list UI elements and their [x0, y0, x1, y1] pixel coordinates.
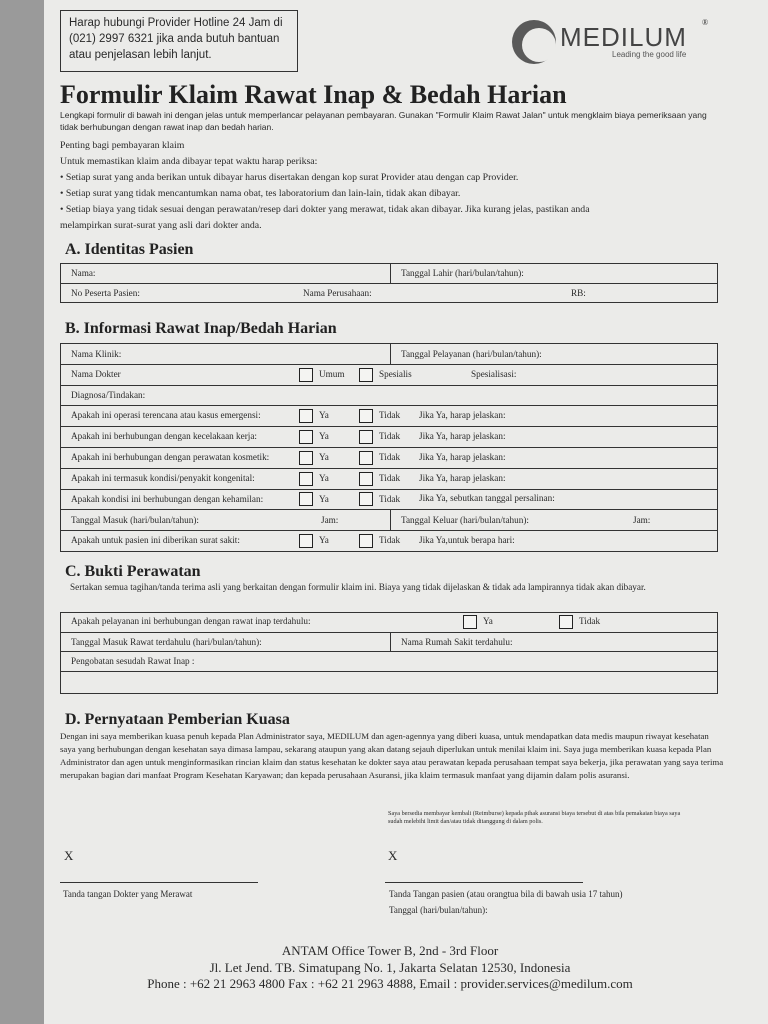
question-label: Apakah untuk pasien ini diberikan surat sakit: — [71, 535, 240, 546]
tidak-checkbox[interactable] — [559, 615, 573, 629]
hotline-line: atau penjelasan lebih lanjut. — [69, 49, 212, 61]
logo-arc — [522, 28, 556, 62]
question-row — [61, 427, 718, 448]
patient-signature-label: Tanda Tangan pasien (atau orangtua bila di bawah usia 17 tahun) — [389, 889, 623, 899]
tidak-checkbox[interactable] — [359, 451, 373, 465]
umum-checkbox[interactable] — [299, 368, 313, 382]
label-tidak: Tidak — [379, 535, 401, 546]
label-nama-dokter: Nama Dokter — [71, 368, 121, 379]
ya-checkbox[interactable] — [299, 472, 313, 486]
logo-name: MEDILUM — [560, 22, 687, 52]
ya-checkbox[interactable] — [299, 492, 313, 506]
doctor-signature-label: Tanda tangan Dokter yang Merawat — [63, 889, 193, 899]
footer-address-1: ANTAM Office Tower B, 2nd - 3rd Floor — [281, 943, 499, 958]
tidak-checkbox[interactable] — [359, 430, 373, 444]
question-row — [61, 489, 718, 510]
label-tanggal-masuk-terdahulu: Tanggal Masuk Rawat terdahulu (hari/bulan/tahun): — [71, 636, 262, 647]
field-nama[interactable] — [61, 264, 391, 284]
question-label: Apakah ini termasuk kondisi/penyakit kongenital: — [71, 472, 255, 483]
section-a-table — [60, 263, 718, 303]
label-tidak: Tidak — [379, 410, 401, 421]
label-nama: Nama: — [71, 268, 96, 279]
payment-notes — [60, 138, 720, 234]
patient-signature-mark: X — [388, 848, 398, 863]
doctor-signature-mark: X — [64, 848, 74, 863]
field-nama-dokter[interactable] — [61, 364, 718, 385]
label-diagnosa: Diagnosa/Tindakan: — [71, 390, 146, 401]
section-c-title: C. Bukti Perawatan — [65, 563, 201, 580]
label-tanggal-lahir: Tanggal Lahir (hari/bulan/tahun): — [401, 268, 524, 279]
section-c-subtitle: Sertakan semua tagihan/tanda terima asli yang berkaitan dengan formulir klaim ini. Biaya yang tidak dijelaskan & tidak ada lampirannya tidak akan dibayar. — [70, 582, 646, 592]
question-row — [61, 468, 718, 489]
note-line: • Setiap surat yang tidak mencantumkan nama obat, tes laboratorium dan lain-lain, tidak akan dibayar. — [60, 188, 461, 199]
label-tanggal-pelayanan: Tanggal Pelayanan (hari/bulan/tahun): — [401, 348, 542, 359]
section-c-table — [60, 612, 718, 694]
followup-label: Jika Ya, harap jelaskan: — [419, 451, 506, 462]
logo-tagline: Leading the good life — [612, 50, 687, 59]
label-ya: Ya — [319, 535, 329, 546]
label-ya: Ya — [319, 472, 329, 483]
field-tanggal-keluar[interactable] — [391, 510, 718, 531]
tidak-checkbox[interactable] — [359, 534, 373, 548]
ya-checkbox[interactable] — [299, 451, 313, 465]
field-rumah-sakit-terdahulu[interactable] — [391, 632, 718, 652]
page-binding-edge — [0, 0, 44, 1024]
field-pengobatan[interactable] — [61, 652, 718, 672]
question-label: Apakah pelayanan ini berhubungan dengan rawat inap terdahulu: — [71, 616, 311, 627]
label-spesialisasi: Spesialisasi: — [471, 368, 517, 379]
signature-date-label: Tanggal (hari/bulan/tahun): — [389, 905, 488, 915]
note-line: melampirkan surat-surat yang asli dari dokter anda. — [60, 220, 262, 231]
field-pengobatan-line[interactable] — [61, 671, 718, 693]
label-pengobatan: Pengobatan sesudah Rawat Inap : — [71, 656, 195, 667]
label-tidak: Tidak — [379, 493, 401, 504]
followup-label: Jika Ya,untuk berapa hari: — [419, 535, 515, 546]
section-a-title: A. Identitas Pasien — [65, 241, 194, 258]
label-tidak: Tidak — [379, 431, 401, 442]
followup-label: Jika Ya, harap jelaskan: — [419, 472, 506, 483]
question-label: Apakah ini operasi terencana atau kasus emergensi: — [71, 410, 261, 421]
label-tidak: Tidak — [379, 451, 401, 462]
note-line: • Setiap surat yang anda berikan untuk dibayar harus disertakan dengan kop surat Provider atau dengan cap Provider. — [60, 172, 519, 183]
question-row-surat-sakit — [61, 531, 718, 552]
label-tanggal-keluar: Tanggal Keluar (hari/bulan/tahun): — [401, 515, 529, 526]
doctor-signature-line[interactable] — [60, 882, 258, 883]
question-label: Apakah ini berhubungan dengan kecelakaan kerja: — [71, 431, 257, 442]
field-tanggal-lahir[interactable] — [391, 264, 718, 284]
tidak-checkbox[interactable] — [359, 472, 373, 486]
note-line: • Setiap biaya yang tidak sesuai dengan perawatan/resep dari dokter yang merawat, tidak akan dibayar. Jika kurang jelas, pastikan anda — [60, 204, 590, 215]
question-row-rawat-terdahulu — [61, 613, 718, 633]
ya-checkbox[interactable] — [463, 615, 477, 629]
section-b-title: B. Informasi Rawat Inap/Bedah Harian — [65, 320, 337, 337]
field-no-peserta-row[interactable] — [61, 283, 718, 303]
authorization-text: Dengan ini saya memberikan kuasa penuh kepada Plan Administrator saya, MEDILUM dan agen-agennya yang diberi kuasa, untuk mendapatkan data medis maupun riwayat kesehatan saya yang berhubungan dengan kesehatan saya dimasa lampau, sekarang ataupun yang akan datang sejauh diperlukan untuk menilai klaim ini. Saya juga memberikan kuasa kepada Plan Administrator dan agen untuk menginformasikan rincian klaim dan status kesehatan ke dokter saya atau perawatan kepada perusahaan tempat saya bekerja, jika perawatan yang saya terima merupakan bagian dari manfaat Program Kesehatan Karyawan; dan kepada perusahaan Asuransi, jika klaim termasuk manfaat yang dijamin dalam polis asuransi. — [60, 731, 724, 780]
followup-label: Jika Ya, harap jelaskan: — [419, 431, 506, 442]
section-d-title: D. Pernyataan Pemberian Kuasa — [65, 711, 290, 728]
section-b-table — [60, 343, 718, 552]
label-umum: Umum — [319, 368, 345, 379]
label-rb: RB: — [571, 287, 586, 298]
label-ya: Ya — [483, 616, 493, 627]
medilum-logo — [512, 18, 712, 66]
field-tanggal-masuk-terdahulu[interactable] — [61, 632, 391, 652]
ya-checkbox[interactable] — [299, 534, 313, 548]
intro-text: Lengkapi formulir di bawah ini dengan jelas untuk memperlancar pelayanan pembayaran. Gunakan "Formulir Klaim Rawat Jalan" untuk mengklaim biaya pemeriksaan yang tidak berhubungan dengan rawat inap dan bedah harian. — [60, 110, 707, 132]
label-jam-masuk: Jam: — [321, 515, 339, 526]
field-tanggal-masuk[interactable] — [61, 510, 391, 531]
ya-checkbox[interactable] — [299, 430, 313, 444]
tidak-checkbox[interactable] — [359, 492, 373, 506]
label-nama-perusahaan: Nama Perusahaan: — [303, 287, 372, 298]
tidak-checkbox[interactable] — [359, 409, 373, 423]
field-tanggal-pelayanan[interactable] — [391, 344, 718, 365]
label-spesialis: Spesialis — [379, 368, 412, 379]
question-row — [61, 447, 718, 468]
patient-signature-line[interactable] — [385, 882, 583, 883]
footer-address-2: Jl. Let Jend. TB. Simatupang No. 1, Jakarta Selatan 12530, Indonesia — [209, 960, 571, 975]
question-label: Apakah ini berhubungan dengan perawatan kosmetik: — [71, 451, 270, 462]
note-line: Penting bagi pembayaran klaim — [60, 140, 185, 151]
label-no-peserta: No Peserta Pasien: — [71, 287, 140, 298]
question-label: Apakah kondisi ini berhubungan dengan kehamilan: — [71, 493, 264, 504]
hotline-line: Harap hubungi Provider Hotline 24 Jam di — [69, 17, 283, 29]
footer-contact: Phone : +62 21 2963 4800 Fax : +62 21 2963 4888, Email : provider.services@medilum.com — [147, 976, 633, 991]
label-ya: Ya — [319, 451, 329, 462]
hotline-line: (021) 2997 6321 jika anda butuh bantuan — [69, 33, 280, 45]
field-nama-klinik[interactable] — [61, 344, 391, 365]
ya-checkbox[interactable] — [299, 409, 313, 423]
logo-registered-mark: ® — [702, 18, 709, 27]
label-jam-keluar: Jam: — [633, 515, 651, 526]
label-ya: Ya — [319, 410, 329, 421]
reimburse-note: Saya bersedia membayar kembali (Reimburse) kepada pihak asuransi biaya tersebut di atas bila pemakaian biaya saya sudah melebihi limit dan/atau tidak ditanggung di dalam polis. — [388, 810, 681, 825]
label-rumah-sakit: Nama Rumah Sakit terdahulu: — [401, 636, 513, 647]
question-row — [61, 406, 718, 427]
note-line: Untuk memastikan klaim anda dibayar tepat waktu harap periksa: — [60, 156, 318, 167]
label-ya: Ya — [319, 431, 329, 442]
label-nama-klinik: Nama Klinik: — [71, 348, 122, 359]
followup-label: Jika Ya, harap jelaskan: — [419, 410, 506, 421]
spesialis-checkbox[interactable] — [359, 368, 373, 382]
label-tidak: Tidak — [379, 472, 401, 483]
label-tanggal-masuk: Tanggal Masuk (hari/bulan/tahun): — [71, 515, 199, 526]
field-diagnosa[interactable] — [61, 385, 718, 406]
followup-label: Jika Ya, sebutkan tanggal persalinan: — [419, 493, 555, 504]
form-title: Formulir Klaim Rawat Inap & Bedah Harian — [60, 80, 567, 109]
hotline-box — [60, 10, 298, 72]
label-ya: Ya — [319, 493, 329, 504]
label-tidak: Tidak — [579, 616, 601, 627]
